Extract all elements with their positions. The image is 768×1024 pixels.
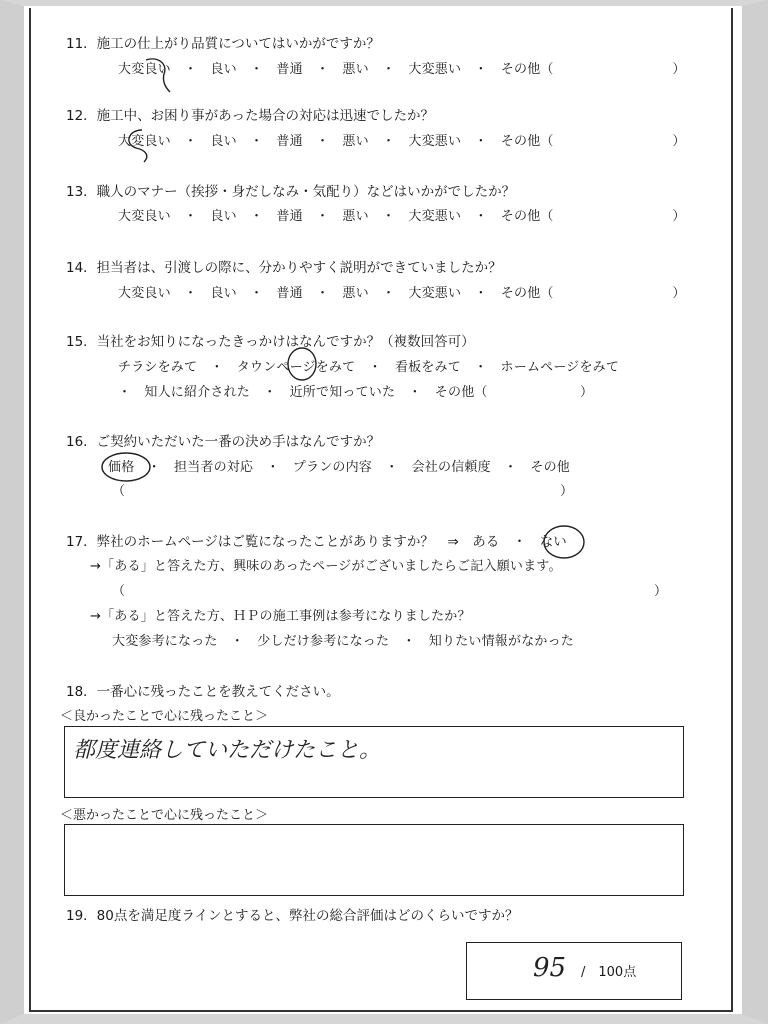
q15-options-line2[interactable]: ・ 知人に紹介された ・ 近所で知っていた ・ その他（ ） bbox=[118, 385, 594, 400]
q17-paren-open: （ bbox=[112, 584, 126, 599]
q18-bad-answer-box[interactable] bbox=[64, 824, 684, 896]
q18-good-answer-box[interactable] bbox=[64, 726, 684, 798]
q16-options[interactable]: 価格 ・ 担当者の対応 ・ プランの内容 ・ 会社の信頼度 ・ その他 bbox=[108, 460, 571, 475]
q11-question: 11．施工の仕上がり品質についてはいかがですか？ bbox=[66, 36, 380, 52]
q19-score-value: 95 bbox=[533, 953, 567, 983]
q19-score-box[interactable] bbox=[466, 942, 682, 1000]
q12-question: 12．施工中、お困り事があった場合の対応は迅速でしたか？ bbox=[66, 108, 435, 124]
q12-options[interactable]: 大変良い ・ 良い ・ 普通 ・ 悪い ・ 大変悪い ・ その他（ ） bbox=[118, 134, 686, 149]
q19-question: 19．80点を満足度ラインとすると、弊社の総合評価はどのくらいですか？ bbox=[66, 908, 519, 924]
q19-score-suffix: / 100点 bbox=[581, 965, 637, 980]
q16-question: 16．ご契約いただいた一番の決め手はなんですか？ bbox=[66, 434, 381, 450]
q18-bad-label: ＜悪かったことで心に残ったこと＞ bbox=[60, 808, 269, 823]
q17-sub1: →「ある」と答えた方、興味のあったページがございましたらご記入願います。 bbox=[90, 559, 562, 574]
q17-sub2-options[interactable]: 大変参考になった ・ 少しだけ参考になった ・ 知りたい情報がなかった bbox=[112, 634, 575, 649]
q18-good-answer-text: 都度連絡していただけたこと。 bbox=[73, 738, 382, 763]
q14-question: 14．担当者は、引渡しの際に、分かりやすく説明ができていましたか？ bbox=[66, 260, 502, 276]
q11-options[interactable]: 大変良い ・ 良い ・ 普通 ・ 悪い ・ 大変悪い ・ その他（ ） bbox=[118, 62, 686, 77]
q18-question: 18．一番心に残ったことを教えてください。 bbox=[66, 684, 340, 700]
q18-good-label: ＜良かったことで心に残ったこと＞ bbox=[60, 709, 269, 724]
q16-paren-open: （ bbox=[112, 484, 126, 499]
q13-options[interactable]: 大変良い ・ 良い ・ 普通 ・ 悪い ・ 大変悪い ・ その他（ ） bbox=[118, 209, 686, 224]
q17-sub2: →「ある」と答えた方、ＨＰの施工事例は参考になりましたか？ bbox=[90, 609, 471, 624]
q17-question: 17．弊社のホームページはご覧になったことがありますか？ ⇒ ある ・ ない bbox=[66, 534, 567, 550]
q15-options-line1[interactable]: チラシをみて ・ タウンページをみて ・ 看板をみて ・ ホームページをみて bbox=[118, 360, 620, 375]
q13-question: 13．職人のマナー（挨拶・身だしなみ・気配り）などはいかがでしたか？ bbox=[66, 184, 516, 200]
q17-paren-close: ） bbox=[654, 584, 668, 599]
q15-question: 15．当社をお知りになったきっかけはなんですか？（複数回答可） bbox=[66, 334, 475, 350]
q14-options[interactable]: 大変良い ・ 良い ・ 普通 ・ 悪い ・ 大変悪い ・ その他（ ） bbox=[118, 286, 686, 301]
q16-paren-close: ） bbox=[560, 484, 574, 499]
